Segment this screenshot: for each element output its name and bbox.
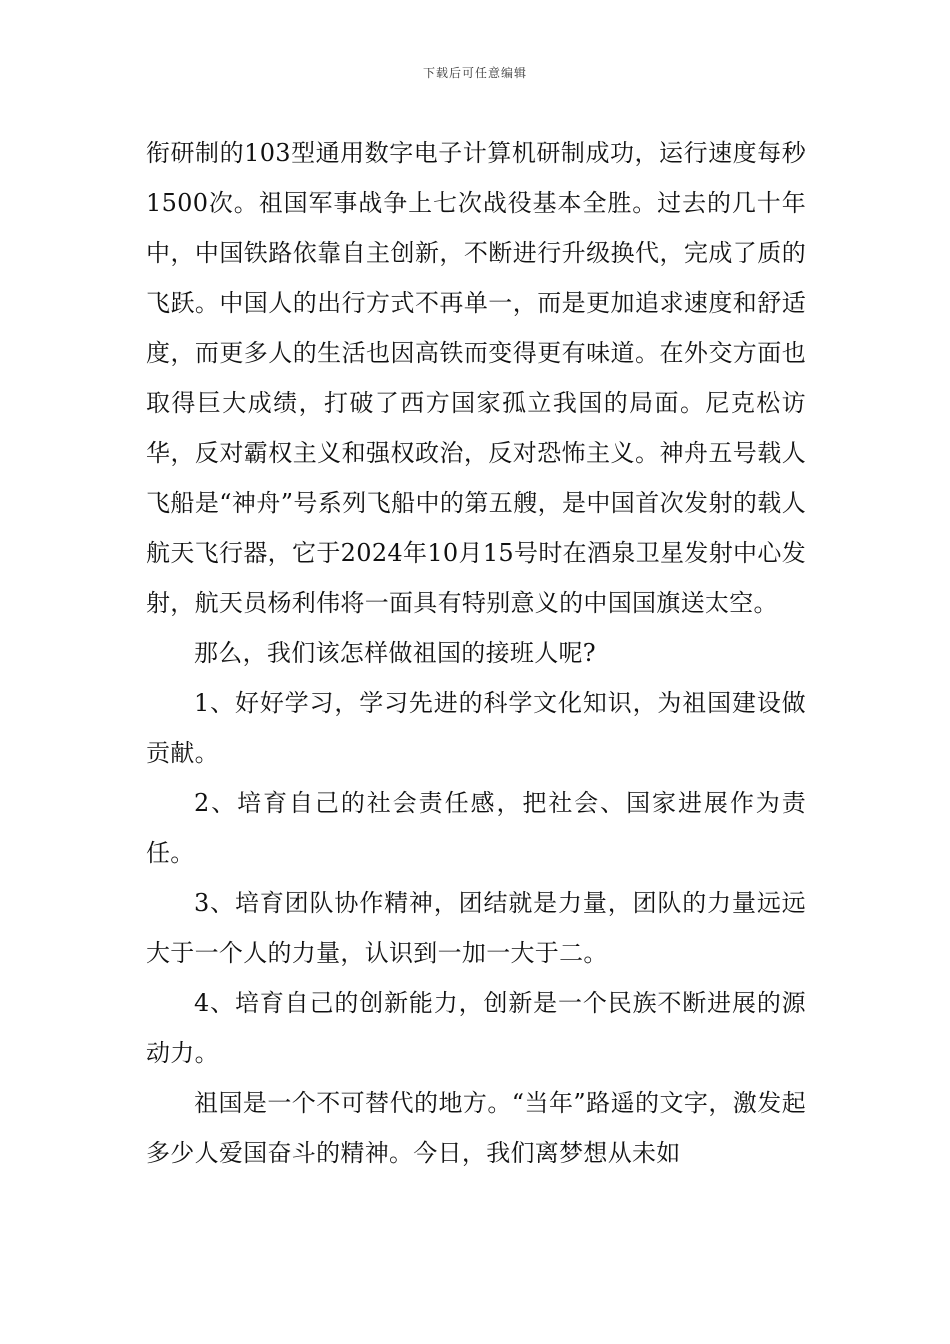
paragraph-history: 衔研制的103型通用数字电子计算机研制成功，运行速度每秒1500次。祖国军事战争上七次战役基本全胜。过去的几十年中，中国铁路依靠自主创新，不断进行升级换代，完成了质的飞跃。中国人的出行方式不再单一，而是更加追求速度和舒适度，而更多人的生活也因高铁而变得更有味道。在外交方面也取得巨大成绩，打破了西方国家孤立我国的局面。尼克松访华，反对霸权主义和强权政治，反对恐怖主义。神舟五号载人飞船是“神舟”号系列飞船中的第五艘，是中国首次发射的载人航天飞行器，它于2024年10月15号时在酒泉卫星发射中心发射，航天员杨利伟将一面具有特别意义的中国国旗送太空。 bbox=[146, 139, 806, 617]
list-item-2: 2、培育自己的社会责任感，把社会、国家进展作为责任。 bbox=[146, 789, 806, 867]
list-item-1: 1、好好学习，学习先进的科学文化知识，为祖国建设做贡献。 bbox=[146, 689, 806, 767]
header-note: 下载后可任意编辑 bbox=[422, 66, 527, 80]
list-item-4: 4、培育自己的创新能力，创新是一个民族不断进展的源动力。 bbox=[146, 989, 806, 1067]
list-item-3: 3、培育团队协作精神，团结就是力量，团队的力量远远大于一个人的力量，认识到一加一大于二。 bbox=[146, 889, 806, 967]
paragraph-closing: 祖国是一个不可替代的地方。“当年”路遥的文字，激发起多少人爱国奋斗的精神。今日，我们离梦想从未如 bbox=[146, 1089, 806, 1167]
document-body bbox=[146, 128, 806, 1178]
paragraph-question: 那么，我们该怎样做祖国的接班人呢? bbox=[194, 639, 596, 667]
